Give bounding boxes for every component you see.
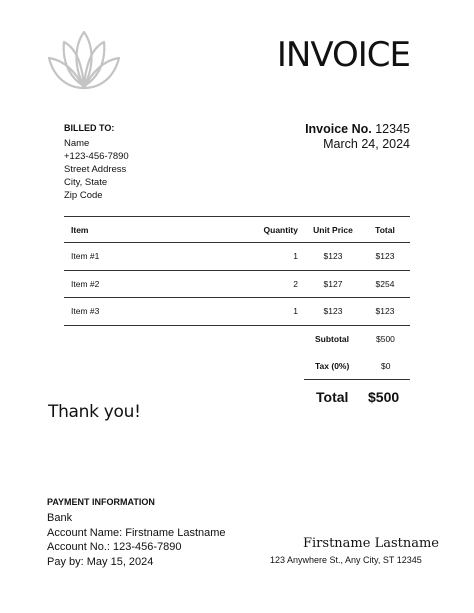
total-divider (304, 379, 410, 380)
cell-total: $123 (360, 243, 410, 271)
invoice-number-value: 12345 (375, 122, 410, 136)
invoice-number (305, 122, 410, 136)
table-row (64, 298, 410, 326)
payment-bank: Bank (47, 512, 73, 524)
payment-due-date: Pay by: May 15, 2024 (47, 555, 154, 568)
signature-name: Firstname Lastname (303, 536, 439, 551)
billed-to-zip: Zip Code (64, 190, 103, 201)
cell-unit-price: $127 (306, 270, 360, 298)
billed-to-phone: +123-456-7890 (64, 151, 129, 162)
cell-unit-price: $123 (306, 243, 360, 271)
payment-info-block (47, 511, 226, 569)
cell-item: Item #1 (64, 243, 238, 271)
thank-you-message: Thank you! (48, 402, 141, 422)
cell-quantity: 2 (238, 270, 306, 298)
billed-to-name: Name (64, 138, 90, 149)
cell-item: Item #2 (64, 270, 238, 298)
total-value: $500 (368, 389, 400, 405)
cell-quantity: 1 (238, 243, 306, 271)
tax-label: Tax (0%) (315, 361, 350, 371)
subtotal-value: $500 (376, 334, 395, 344)
table-row (64, 270, 410, 298)
cell-total: $254 (360, 270, 410, 298)
invoice-date: March 24, 2024 (323, 137, 410, 151)
table-row (64, 243, 410, 271)
billed-to-label: BILLED TO: (64, 123, 115, 133)
payment-info-label: PAYMENT INFORMATION (47, 497, 155, 507)
billed-to-street: Street Address (64, 164, 127, 175)
items-table (64, 216, 410, 326)
tax-value: $0 (381, 361, 391, 371)
cell-item: Item #3 (64, 298, 238, 326)
column-header-quantity: Quantity (238, 217, 306, 243)
column-header-total: Total (360, 217, 410, 243)
lotus-icon (46, 28, 122, 92)
signature-address: 123 Anywhere St., Any City, ST 12345 (270, 555, 422, 565)
cell-unit-price: $123 (306, 298, 360, 326)
cell-total: $123 (360, 298, 410, 326)
column-header-unit-price: Unit Price (306, 217, 360, 243)
payment-account-number: Account No.: 123-456-7890 (47, 541, 182, 553)
column-header-item: Item (64, 217, 238, 243)
total-label: Total (316, 389, 349, 405)
table-header-row (64, 217, 410, 243)
billed-to-block (64, 137, 129, 202)
billed-to-city: City, State (64, 177, 108, 188)
cell-quantity: 1 (238, 298, 306, 326)
payment-account-name: Account Name: Firstname Lastname (47, 526, 226, 539)
page-title: INVOICE (276, 35, 410, 75)
invoice-number-label: Invoice No. (305, 122, 372, 136)
subtotal-label: Subtotal (315, 334, 349, 344)
